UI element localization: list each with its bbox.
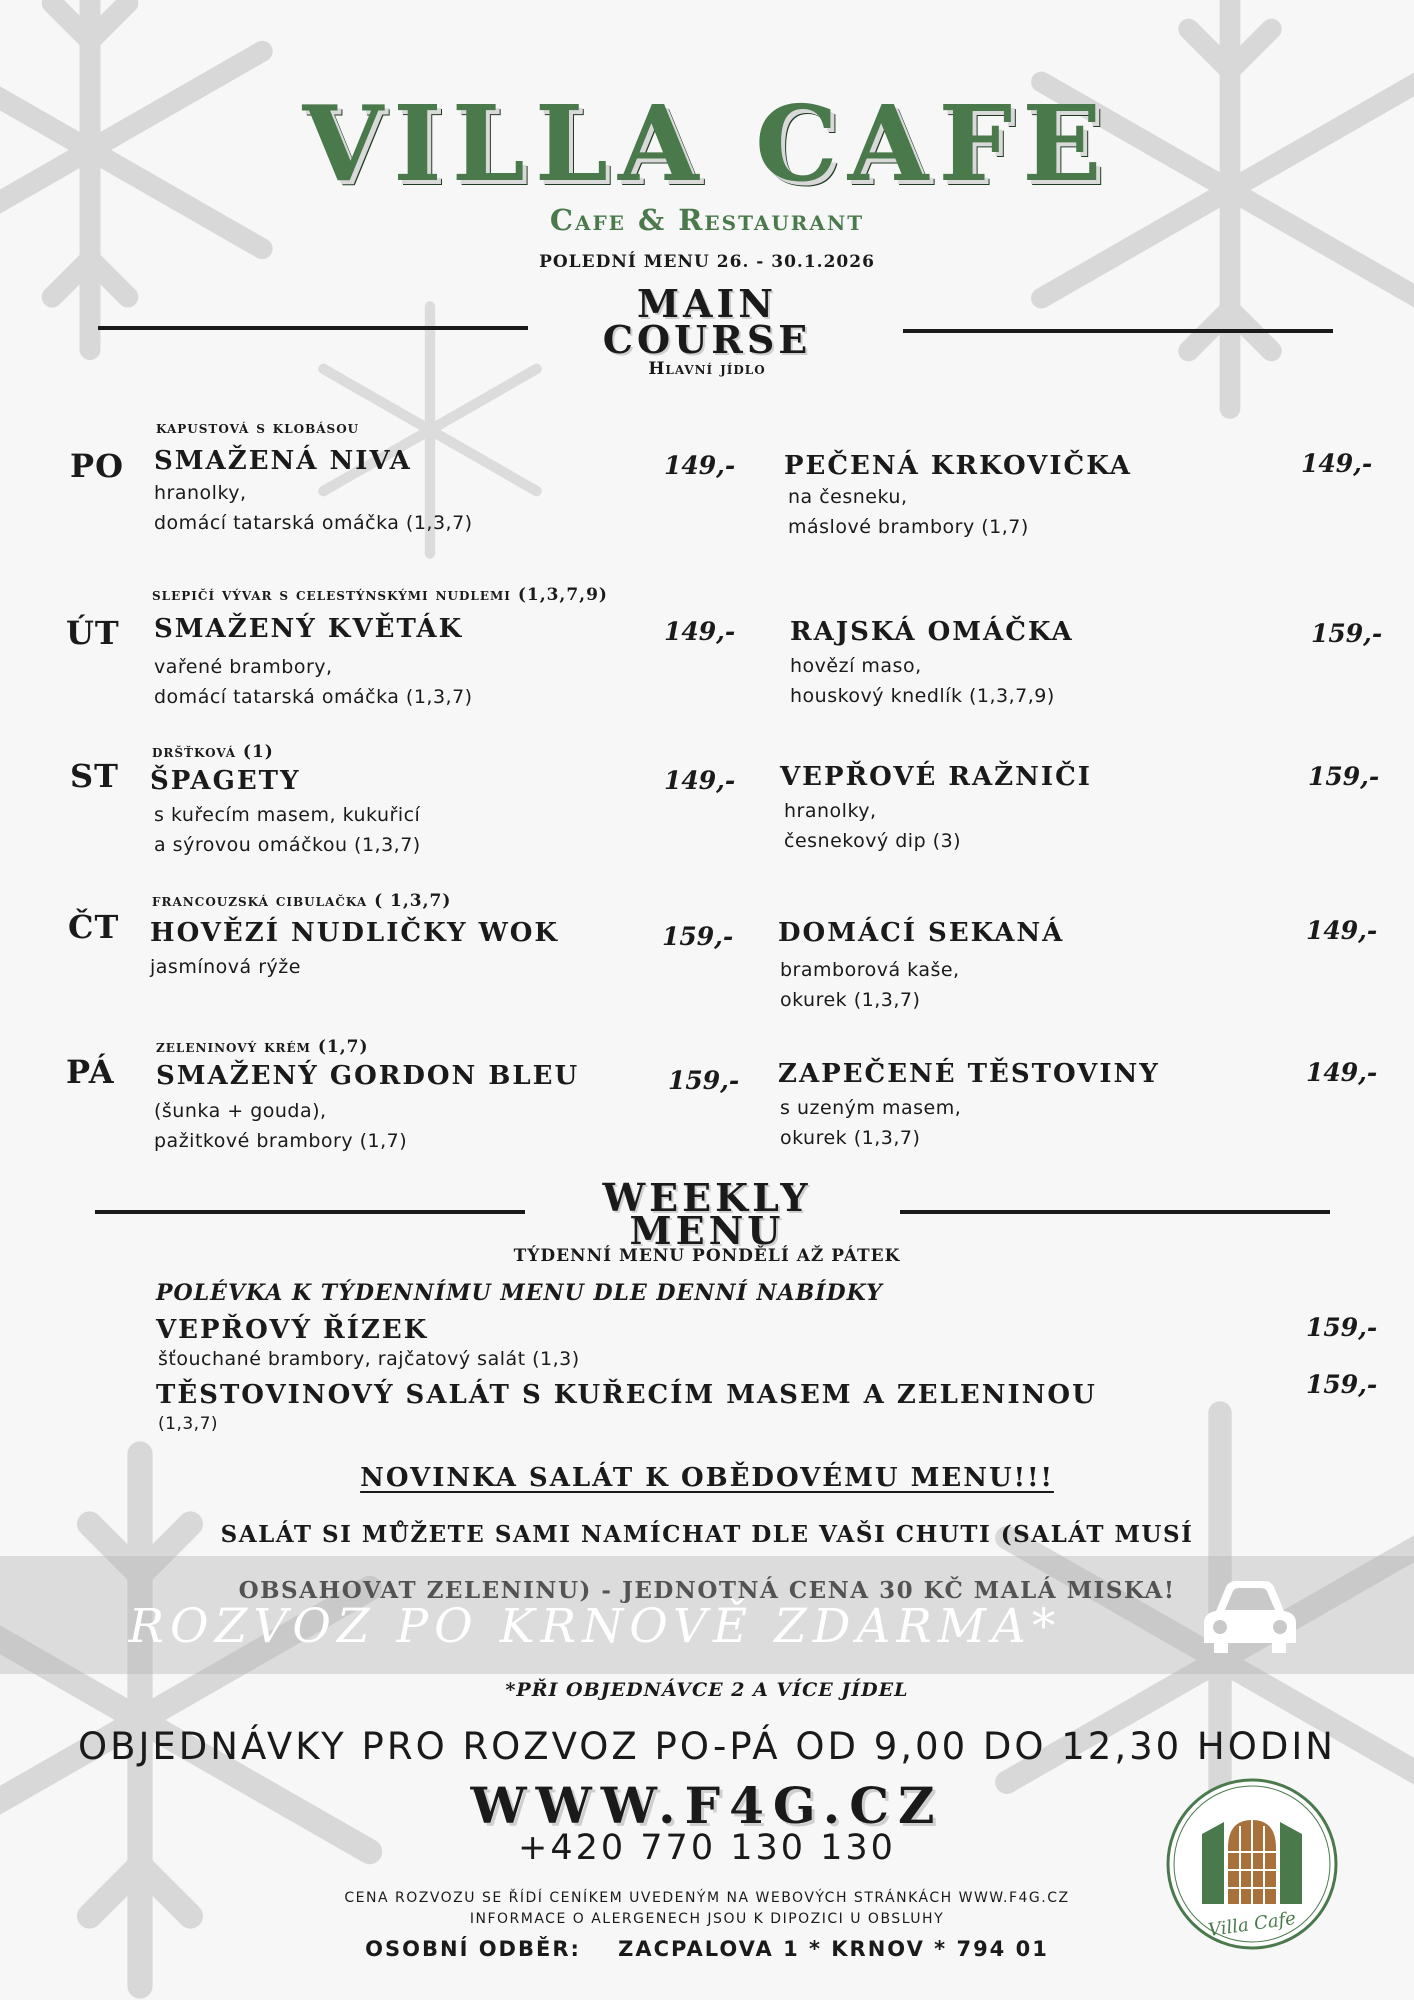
weekly-title-line2: MENU [629,1208,785,1253]
logo-text: Villa Cafe [1206,1907,1298,1942]
main-course-title-line1: MAIN [636,281,778,326]
dish-description: hranolky, [154,482,247,504]
dish-description: česnekový dip (3) [784,830,962,852]
villa-cafe-logo [1162,1774,1342,1954]
dish-name: SMAŽENÝ KVĚTÁK [154,614,464,644]
day-soup: francouzská cibulačka ( 1,3,7) [152,891,452,911]
dish-price: 149,- [1306,916,1378,945]
dish-name: HOVĚZÍ NUDLIČKY WOK [150,918,560,948]
novinka-text: SALÁT SI MŮŽETE SAMI NAMÍCHAT DLE VAŠI CHUTI (SALÁT MUSÍ OBSAHOVAT ZELENINU) - JEDNOTNÁ CENA 30 KČ MALÁ MISKA! [220,1521,1194,1604]
delivery-banner-text: ROZVOZ PO KRNOVĚ ZDARMA* [128,1599,1062,1654]
dish-description: (šunka + gouda), [154,1100,327,1122]
day-label: PÁ [66,1053,115,1091]
weekly-title-line1: WEEKLY [602,1175,812,1220]
pickup-address: OSOBNÍ ODBĚR: ZACPALOVA 1 * KRNOV * 794 01 [365,1937,1049,1961]
dish-price: 159,- [668,1066,740,1095]
weekly-dish-name: TĚSTOVINOVÝ SALÁT S KUŘECÍM MASEM A ZELENINOU [156,1380,1097,1410]
delivery-price-note: CENA ROZVOZU SE ŘÍDÍ CENÍKEM UVEDENÝM NA WEBOVÝCH STRÁNKÁCH WWW.F4G.CZ [344,1890,1070,1906]
day-soup: zeleninový krém (1,7) [156,1037,369,1057]
weekly-subtitle: TÝDENNÍ MENU PONDĚLÍ AŽ PÁTEK [513,1246,901,1266]
dish-description: máslové brambory (1,7) [788,516,1029,538]
dish-description: okurek (1,3,7) [780,1127,921,1149]
car-icon [1198,1575,1302,1659]
dish-description: na česneku, [788,486,908,508]
dish-price: 159,- [1311,619,1383,648]
weekly-soup: POLÉVKA K TÝDENNÍMU MENU DLE DENNÍ NABÍDKY [156,1280,883,1306]
dish-price: 159,- [662,922,734,951]
dish-name: SMAŽENÁ NIVA [154,446,412,476]
weekly-menu-heading [507,1175,907,1266]
day-label: ČT [68,908,120,946]
section-rule-left [95,1210,525,1214]
dish-name: VEPŘOVÉ RAŽNIČI [780,762,1092,792]
dish-name: ŠPAGETY [150,766,301,796]
delivery-note: *PŘI OBJEDNÁVCE 2 A VÍCE JÍDEL [505,1679,909,1701]
weekly-dish-description: (1,3,7) [158,1414,219,1434]
dish-description: s uzeným masem, [780,1097,962,1119]
main-course-subtitle: Hlavní jídlo [648,359,766,379]
section-rule-right [903,329,1333,333]
dish-name: DOMÁCÍ SEKANÁ [778,918,1065,948]
dish-name: RAJSKÁ OMÁČKA [790,617,1074,647]
dish-price: 159,- [1308,762,1380,791]
dish-description: domácí tatarská omáčka (1,3,7) [154,512,473,534]
dish-description: pažitkové brambory (1,7) [154,1130,408,1152]
phone-number[interactable]: +420 770 130 130 [518,1828,896,1868]
dish-price: 149,- [1301,449,1373,478]
website-link[interactable]: WWW.F4G.CZ [470,1776,944,1835]
dish-price: 149,- [664,617,736,646]
dish-price: 149,- [1306,1058,1378,1087]
dish-name: PEČENÁ KRKOVIČKA [784,451,1132,481]
main-course-title-line2: COURSE [602,317,812,362]
dish-description: vařené brambory, [154,656,333,678]
day-soup: dršťková (1) [152,742,274,762]
dish-description: a sýrovou omáčkou (1,3,7) [154,834,421,856]
weekly-dish-price: 159,- [1306,1313,1378,1342]
novinka-heading: NOVINKA SALÁT K OBĚDOVÉMU MENU!!! [360,1463,1054,1493]
menu-dates: POLEDNÍ MENU 26. - 30.1.2026 [539,252,875,272]
day-soup: slepičí vývar s celestýnskými nudlemi (1,3,7,9) [152,585,608,605]
orders-hours: OBJEDNÁVKY PRO ROZVOZ PO-PÁ OD 9,00 DO 12,30 HODIN [78,1725,1336,1768]
day-label: PO [70,447,124,485]
day-label: ÚT [66,614,120,652]
section-rule-right [900,1210,1330,1214]
dish-description: domácí tatarská omáčka (1,3,7) [154,686,473,708]
dish-description: hovězí maso, [790,655,922,677]
dish-description: bramborová kaše, [780,959,960,981]
dish-description: s kuřecím masem, kukuřicí [154,804,421,826]
section-rule-left [98,326,528,330]
allergen-note: INFORMACE O ALERGENECH JSOU K DIPOZICI U OBSLUHY [469,1911,945,1927]
dish-description: houskový knedlík (1,3,7,9) [790,685,1055,707]
dish-description: okurek (1,3,7) [780,989,921,1011]
weekly-dish-name: VEPŘOVÝ ŘÍZEK [156,1315,429,1345]
dish-description: hranolky, [784,800,877,822]
main-course-heading [557,281,857,380]
dish-description: jasmínová rýže [150,956,301,978]
restaurant-title: VILLA CAFE [302,82,1112,205]
weekly-dish-description: šťouchané brambory, rajčatový salát (1,3) [158,1348,580,1370]
dish-name: SMAŽENÝ GORDON BLEU [156,1061,580,1091]
day-label: ST [70,757,119,795]
day-soup: kapustová s klobásou [156,418,360,438]
dish-price: 149,- [664,451,736,480]
weekly-dish-price: 159,- [1306,1370,1378,1399]
restaurant-subtitle: Cafe & Restaurant [549,203,865,237]
dish-name: ZAPEČENÉ TĚSTOVINY [778,1059,1160,1089]
dish-price: 149,- [664,766,736,795]
